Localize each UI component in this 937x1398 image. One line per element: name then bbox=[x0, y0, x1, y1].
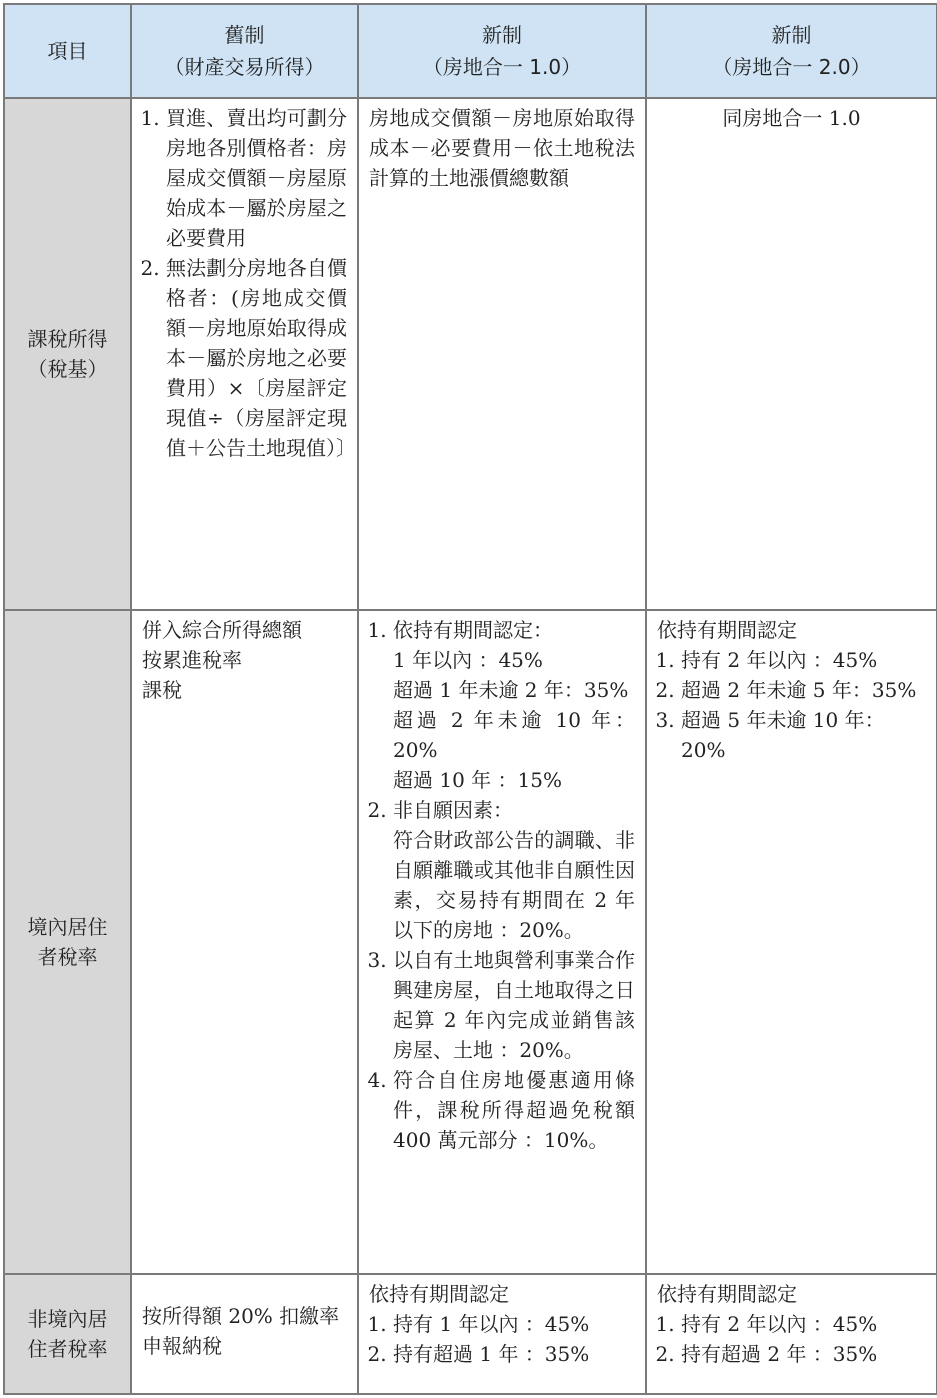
cell-resident-rate-new1 bbox=[358, 610, 646, 1274]
row-label-resident-rate: 境內居住 者稅率 bbox=[4, 610, 131, 1274]
cell-nonresident-rate-old: 按所得額 20% 扣繳率申報納稅 bbox=[131, 1274, 358, 1394]
tax-comparison-table bbox=[3, 3, 937, 1395]
cell-nonresident-rate-new1: 依持有期間認定 1. 持有 1 年以內 ：45% 2. 持有超過 1 年 ：35% bbox=[358, 1274, 646, 1394]
row-resident-rate bbox=[4, 610, 937, 1274]
list-item: 2. 非自願因素： 符合財政部公告的調職、非自願離職或其他非自願性因素，交易持有期間在 2 年以下的房地 ：20%。 bbox=[393, 795, 635, 945]
header-new-system-1: 新制 （房地合一 1.0） bbox=[358, 4, 646, 98]
list-item: 1. 持有 1 年以內 ：45% bbox=[393, 1309, 635, 1339]
row-tax-base bbox=[4, 98, 937, 610]
header-row bbox=[4, 4, 937, 98]
cell-nonresident-rate-new2: 依持有期間認定 1. 持有 2 年以內 ：45% 2. 持有超過 2 年 ：35% bbox=[646, 1274, 937, 1394]
cell-resident-rate-old: 併入綜合所得總額 按累進稅率 課稅 bbox=[131, 610, 358, 1274]
header-old-system: 舊制 （財產交易所得） bbox=[131, 4, 358, 98]
cell-tax-base-new2: 同房地合一 1.0 bbox=[646, 98, 937, 610]
list-item: 2. 超過 2 年未逾 5 年：35% bbox=[681, 675, 926, 705]
header-new-system-2: 新制 （房地合一 2.0） bbox=[646, 4, 937, 98]
list-item: 2. 持有超過 1 年 ：35% bbox=[393, 1339, 635, 1369]
row-label-nonresident-rate: 非境內居 住者稅率 bbox=[4, 1274, 131, 1394]
list-item: 2. 無法劃分房地各自價格者：(房地成交價額－房地原始取得成本－屬於房地之必要費用）×〔房屋評定現值÷（房屋評定現值＋公告土地現值）〕 bbox=[166, 253, 347, 463]
list-item: 1. 買進、賣出均可劃分房地各別價格者：房屋成交價額－房屋原始成本－屬於房屋之必要費用 bbox=[166, 103, 347, 253]
cell-tax-base-old bbox=[131, 98, 358, 610]
list-item: 3. 超過 5 年未逾 10 年：20% bbox=[681, 705, 926, 765]
list-item: 1. 持有 2 年以內 ：45% bbox=[681, 645, 926, 675]
list-item: 3. 以自有土地與營利事業合作興建房屋，自土地取得之日起算 2 年內完成並銷售該房屋、土地 ：20%。 bbox=[393, 945, 635, 1065]
list-item: 1. 依持有期間認定： 1 年以內 ：45% 超過 1 年未逾 2 年：35% 超過 2 年未逾 10 年：20% 超過 10 年 ：15% bbox=[393, 615, 635, 795]
list-item: 1. 持有 2 年以內 ：45% bbox=[681, 1309, 926, 1339]
row-nonresident-rate bbox=[4, 1274, 937, 1394]
list-item: 2. 持有超過 2 年 ：35% bbox=[681, 1339, 926, 1369]
cell-resident-rate-new2: 依持有期間認定 1. 持有 2 年以內 ：45% 2. 超過 2 年未逾 5 年：35% 3. 超過 5 年未逾 10 年：20% bbox=[646, 610, 937, 1274]
list-item: 4. 符合自住房地優惠適用條件，課稅所得超過免稅額 400 萬元部分 ：10%。 bbox=[393, 1065, 635, 1155]
header-item: 項目 bbox=[4, 4, 131, 98]
cell-tax-base-new1: 房地成交價額－房地原始取得成本－必要費用－依土地稅法計算的土地漲價總數額 bbox=[358, 98, 646, 610]
row-label-tax-base: 課稅所得 （稅基） bbox=[4, 98, 131, 610]
